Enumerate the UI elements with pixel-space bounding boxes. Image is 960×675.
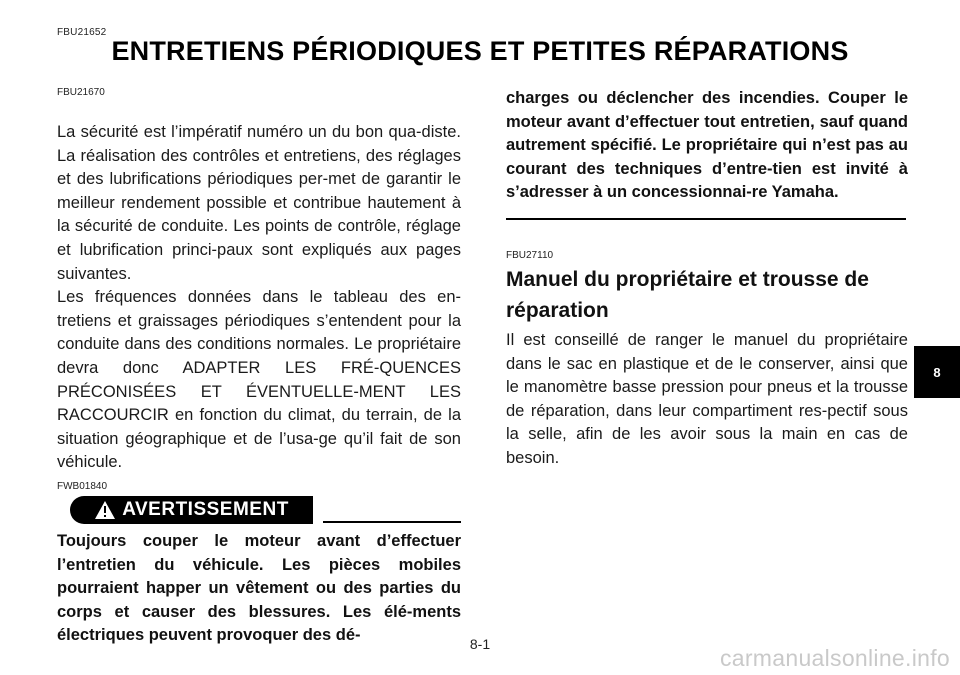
warning-text-continued: charges ou déclencher des incendies. Couper le moteur avant d’effectuer tout entretien, sauf quand autrement spécifié. Le propriétaire qui n’est pas au courant des techniques d’entre-tien est invité à s’adresser à un concessionnai-re Yamaha. [506, 89, 908, 202]
page-title: ENTRETIENS PÉRIODIQUES ET PETITES RÉPARATIONS [111, 36, 849, 66]
warning-code: FWB01840 [57, 480, 108, 492]
warning-triangle-icon [94, 500, 116, 520]
manual-paragraph: Il est conseillé de ranger le manuel du propriétaire dans le sac en plastique et de le conserver, ainsi que le manomètre basse pression pour pneus et la trousse de réparation, dans leur compartiment res-pectif sous la selle, afin de les avoir sous la main en cas de besoin. [506, 330, 908, 467]
frequency-paragraph: Les fréquences données dans le tableau des en-tretiens et graissages périodiques s’entendent pour la conduite dans des conditions normales. Le propriétaire devra donc ADAPTER LES FRÉ-QUENCES PRÉCONISÉES ET ÉVENTUELLE-MENT LES RACCOURCIR en fonction du climat, du terrain, de la situation géographique et de l’usa-ge qu’il fait de son véhicule. [57, 288, 461, 472]
warning-banner [70, 496, 313, 524]
left-column [57, 87, 461, 648]
section-code-header: FBU21652 [57, 27, 107, 38]
intro-paragraph: La sécurité est l’impératif numéro un du bon qua-diste. La réalisation des contrôles et entretiens, des réglages et des lubrifications périodiques per-met de garantir le meilleur rendement possible et contribue hautement à la sécurité de conduite. Les points de contrôle, réglage et lubrification princi-paux sont expliqués aux pages suivantes. [57, 123, 461, 283]
warning-rule [323, 521, 461, 523]
page-number: 8-1 [469, 636, 491, 652]
chapter-tab: 8 [914, 346, 960, 398]
right-column [506, 87, 908, 471]
warning-end-rule [506, 218, 906, 220]
warning-text: Toujours couper le moteur avant d’effectuer l’entretien du véhicule. Les pièces mobiles pourraient happer un vêtement ou des parties du corps et causer des blessures. Les élé-ments électriques peuvent provoquer des dé- [57, 531, 461, 645]
warning-header [57, 496, 461, 524]
warning-label: AVERTISSEMENT [122, 498, 289, 520]
watermark: carmanualsonline.info [719, 645, 950, 671]
section-code-manual: FBU27110 [506, 249, 554, 261]
section-title-manual: Manuel du propriétaire et trousse de réparation [506, 267, 869, 322]
section-code-intro: FBU21670 [57, 87, 105, 98]
